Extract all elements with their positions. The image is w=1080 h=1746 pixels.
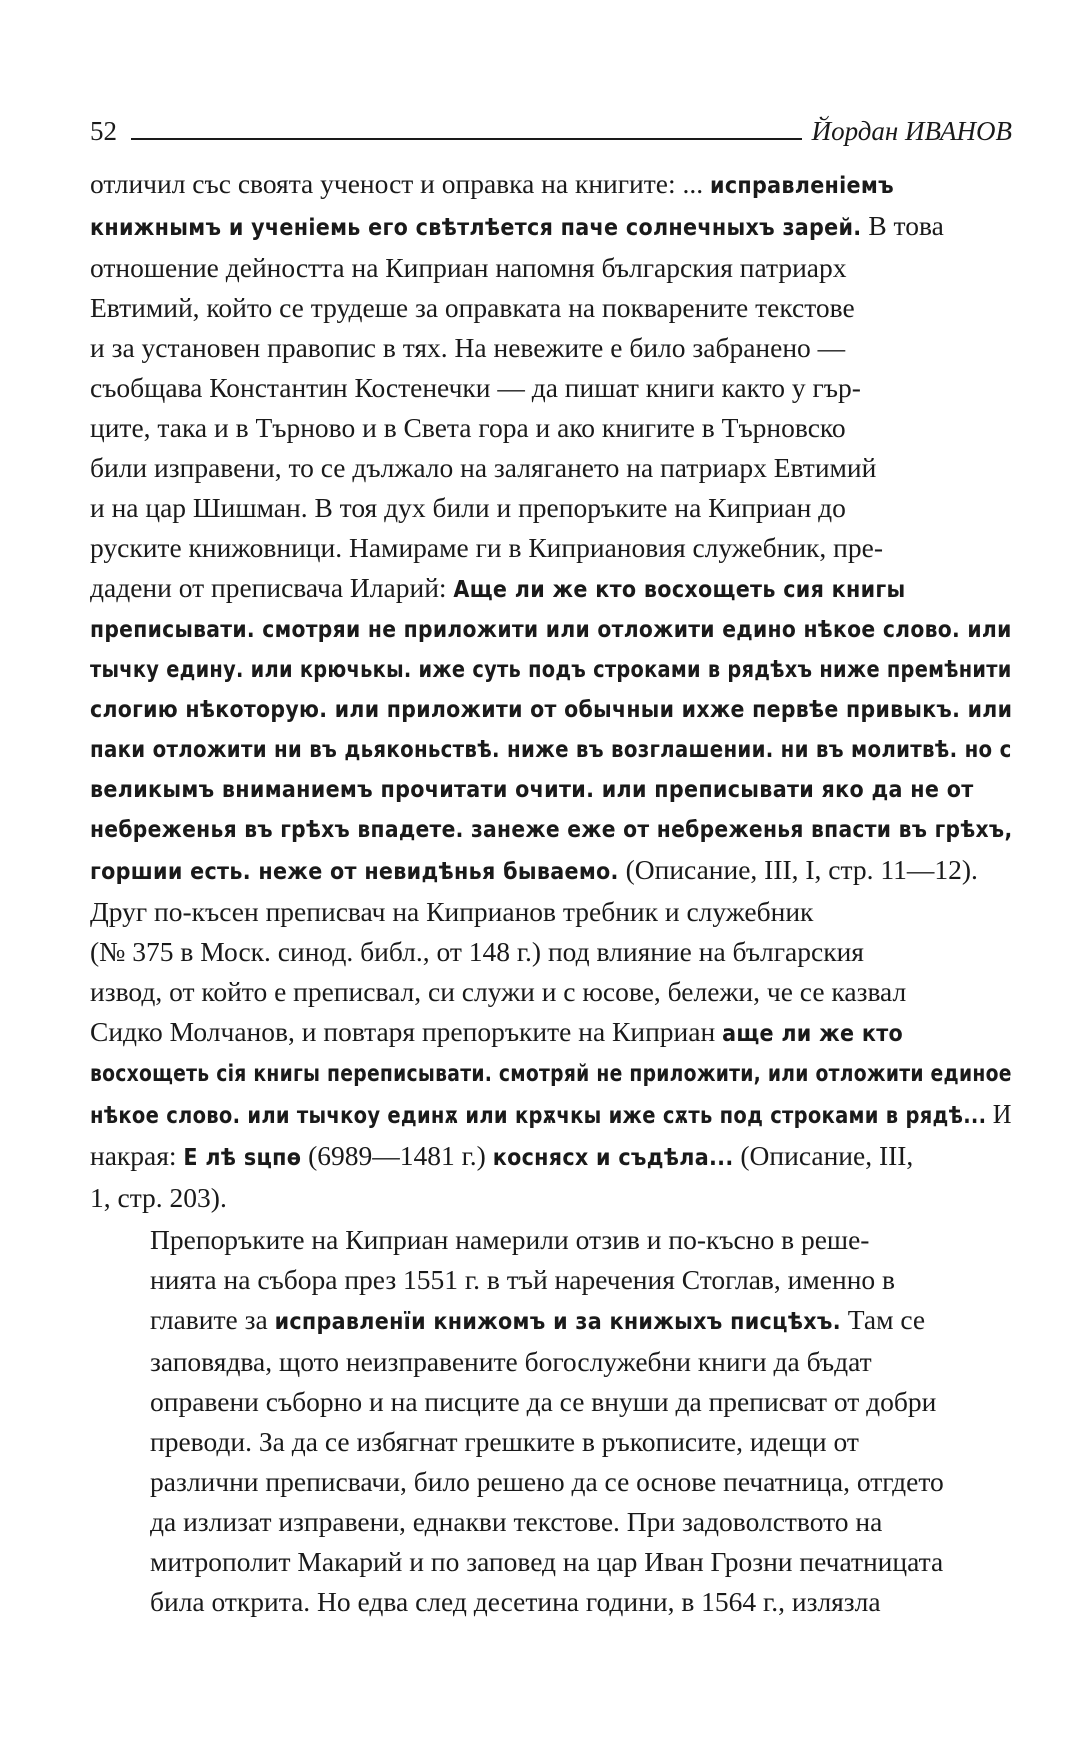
text-line xyxy=(90,1136,1012,1178)
header-rule xyxy=(131,138,802,140)
text-line: 1, стр. 203). xyxy=(90,1182,227,1213)
text-line xyxy=(90,1094,1012,1136)
text-line xyxy=(90,1300,1012,1342)
page-number: 52 xyxy=(90,116,117,146)
text-segment: И xyxy=(986,1098,1012,1129)
text-segment: (Описание, III, I, стр. 11—12). xyxy=(618,854,978,885)
text-line: ците, така и в Търново и в Света гора и ако книгите в Търновско xyxy=(90,412,846,443)
church-slavonic-line: преписывати. смотряи не приложити или отложити едино нѣкое слово. или xyxy=(90,617,1012,643)
book-page xyxy=(90,110,1012,1622)
text-line: оправени съборно и на писците да се внуши да преписват от добри xyxy=(150,1386,937,1417)
church-slavonic-quote: Аще ли же кто восхощеть сия книгы xyxy=(453,577,906,603)
text-line: отношение дейността на Киприан напомня българския патриарх xyxy=(90,252,847,283)
church-slavonic-line: тычку едину. или крючькы. иже суть подъ строками в рядѣхъ ниже премѣнити xyxy=(90,657,1012,683)
church-slavonic-line: восхощеть сія книгы переписывати. смотряй не приложити, или отложити единое xyxy=(90,1061,1012,1087)
text-line: извод, от който е преписвал, си служи и с юсове, бележи, че се казвал xyxy=(90,976,907,1007)
text-segment: (Описание, III, xyxy=(733,1140,914,1171)
church-slavonic-line: небреженья въ грѣхъ впадете. занеже еже от небреженья впасти въ грѣхъ, xyxy=(90,817,1013,843)
text-segment: главите за xyxy=(150,1304,275,1335)
text-line: (№ 375 в Моск. синод. библ., от 148 г.) под влияние на българския xyxy=(90,936,864,967)
text-line xyxy=(90,850,1012,892)
church-slavonic-quote: Е лѣ ѕцпѳ xyxy=(183,1145,302,1171)
paragraph-1 xyxy=(90,164,1012,1218)
text-line: нията на събора през 1551 г. в тъй наречения Стоглав, именно в xyxy=(150,1264,896,1295)
text-line: и на цар Шишман. В тоя дух били и препоръките на Киприан до xyxy=(90,492,846,523)
text-line: руските книжовници. Намираме ги в Киприановия служебник, пре- xyxy=(90,532,884,563)
text-line xyxy=(90,1012,1012,1054)
running-title: Йордан ИВАНОВ xyxy=(811,116,1012,146)
text-line: били изправени, то се дължало на залягането на патриарх Евтимий xyxy=(90,452,877,483)
text-line: Друг по-късен преписвач на Киприанов требник и служебник xyxy=(90,896,814,927)
running-head xyxy=(90,110,1012,146)
text-line: заповядва, щото неизправените богослужебни книги да бъдат xyxy=(150,1346,872,1377)
body-text xyxy=(90,164,1012,1622)
church-slavonic-quote: горшии есть. неже от невидѣнья бываемо. xyxy=(90,859,619,885)
text-segment: Там се xyxy=(840,1304,926,1335)
church-slavonic-line: великымъ вниманиемъ прочитати очити. или преписывати яко да не от xyxy=(90,777,974,803)
text-line xyxy=(90,206,1012,248)
text-line: и за установен правопис в тях. На невежите е било забранено — xyxy=(90,332,846,363)
text-line: да излизат изправени, еднакви текстове. При задоволството на xyxy=(150,1506,883,1537)
church-slavonic-line: паки отложити ни въ дьяконьствѣ. ниже въ возглашении. ни въ молитвѣ. но с xyxy=(90,737,1012,763)
church-slavonic-quote: исправленїи книжомъ и за книжыхъ писцѣхъ. xyxy=(274,1309,841,1335)
paragraph-2 xyxy=(90,1220,1012,1622)
text-segment: (6989—1481 г.) xyxy=(301,1140,493,1171)
text-line xyxy=(90,164,1012,206)
text-segment: Сидко Молчанов, и повтаря препоръките на Киприан xyxy=(90,1016,723,1047)
text-segment: В това xyxy=(861,210,944,241)
church-slavonic-quote: исправленіемъ xyxy=(710,173,894,199)
text-line: преводи. За да се избягнат грешките в ръкописите, идещи от xyxy=(150,1426,859,1457)
text-line: митрополит Макарий и по заповед на цар Иван Грозни печатницата xyxy=(150,1546,944,1577)
text-segment: дадени от преписвача Иларий: xyxy=(90,572,454,603)
text-line: съобщава Константин Костенечки — да пишат книги както у гър- xyxy=(90,372,861,403)
church-slavonic-line: слогию нѣкоторую. или приложити от обычныи ихже первѣе привыкъ. или xyxy=(90,697,1013,723)
text-segment: отличил със своята ученост и оправка на книгите: ... xyxy=(90,168,711,199)
text-segment: накрая: xyxy=(90,1140,184,1171)
church-slavonic-quote: книжнымъ и ученіемь его свѣтлѣется паче солнечныхъ зарей. xyxy=(90,215,862,241)
church-slavonic-quote: нѣкое слово. или тычкоу единѫ или крѫчкы иже сѫть под строками в рядѣ... xyxy=(90,1103,987,1129)
text-line xyxy=(90,568,1012,610)
text-line: различни преписвачи, било решено да се основе печатница, отгдето xyxy=(150,1466,944,1497)
text-line: била открита. Но едва след десетина години, в 1564 г., излязла xyxy=(150,1586,881,1617)
text-line: Евтимий, който се трудеше за оправката на покварените текстове xyxy=(90,292,855,323)
church-slavonic-quote: аще ли же кто xyxy=(722,1021,904,1047)
church-slavonic-quote: коснясх и съдѣла... xyxy=(492,1145,734,1171)
text-line: Препоръките на Киприан намерили отзив и по-късно в реше- xyxy=(150,1224,870,1255)
